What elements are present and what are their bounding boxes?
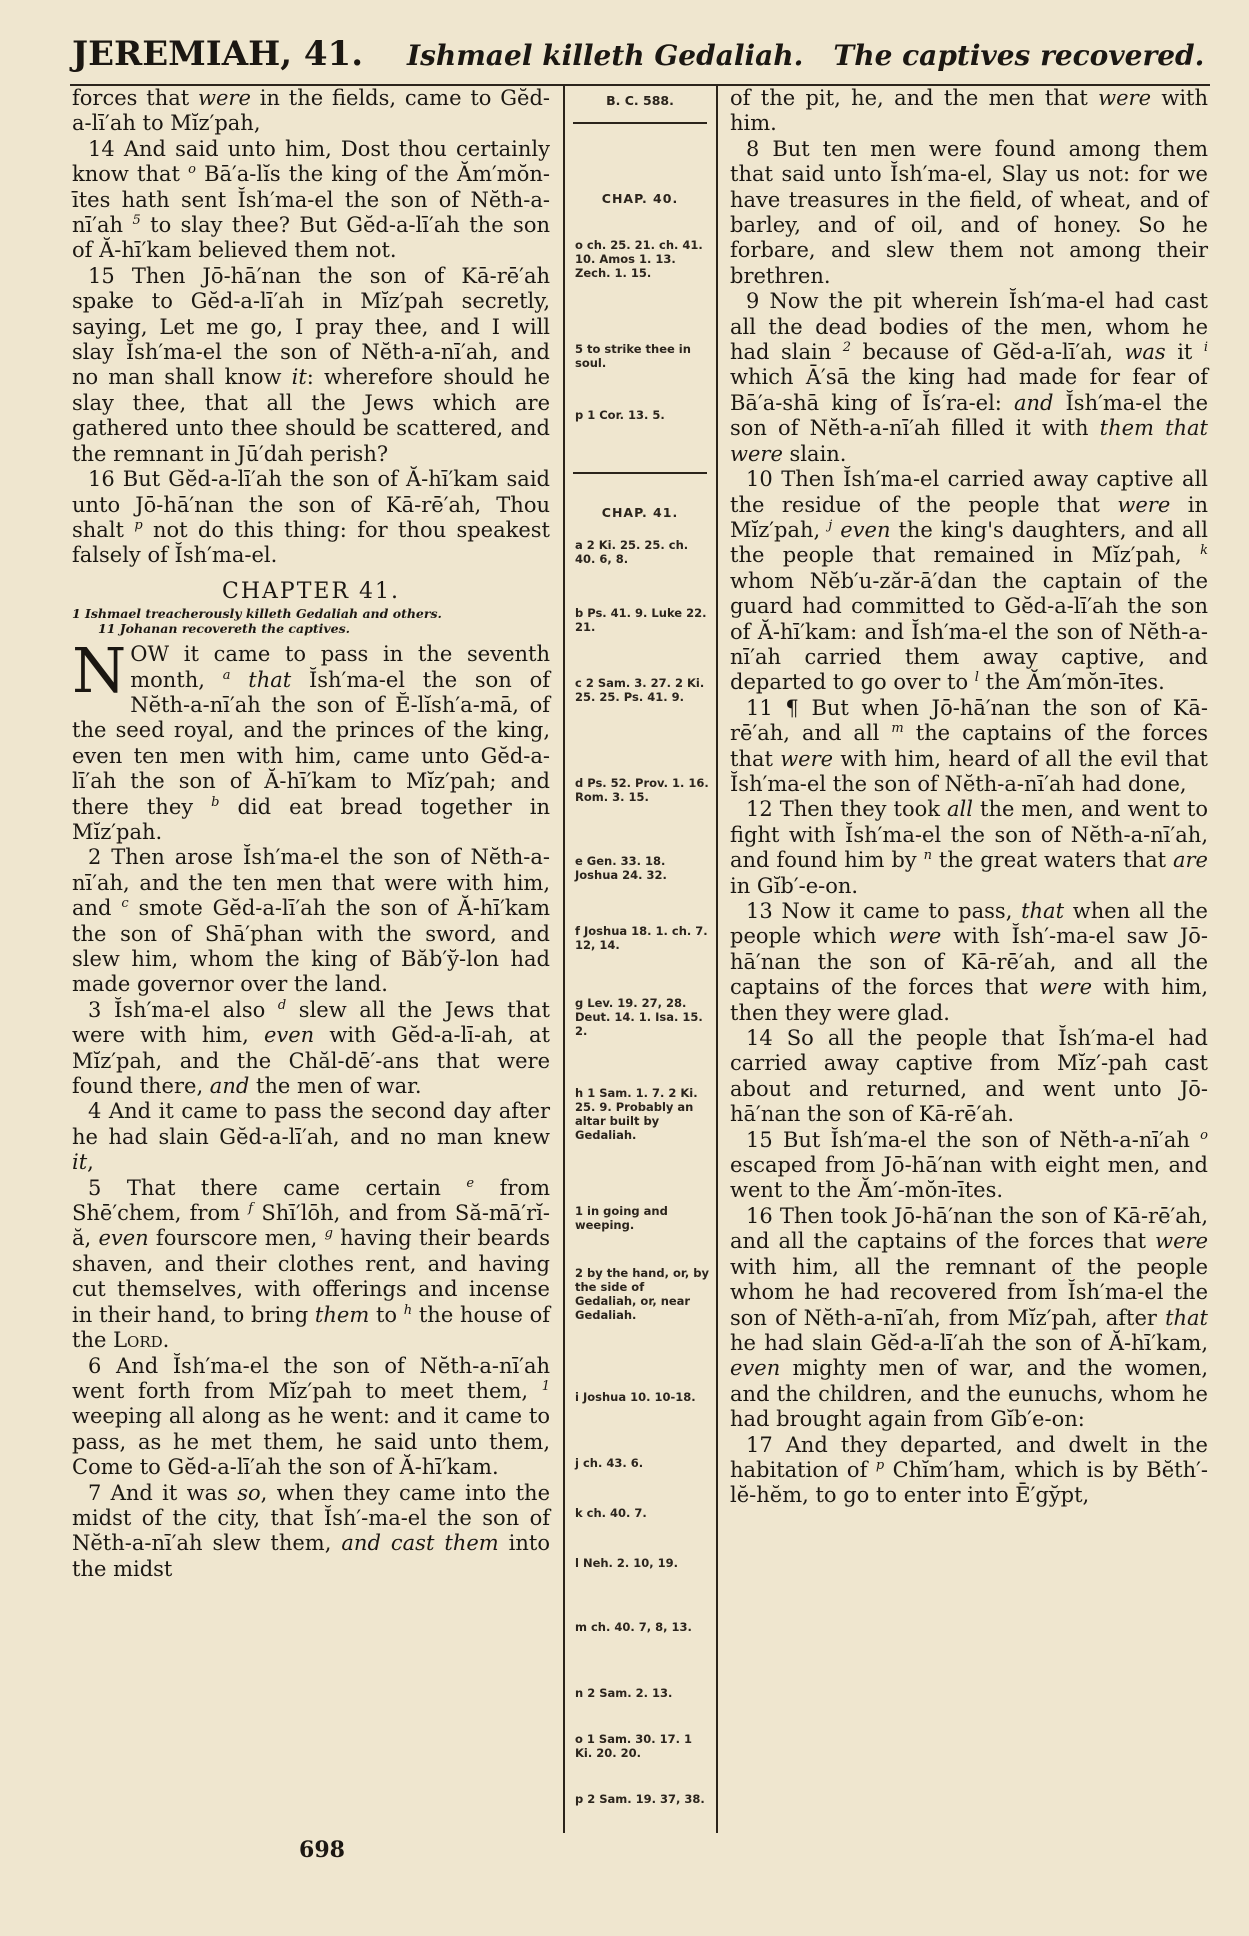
- verse-3: 3 Ĭsh′ma-el also $^d$ slew all the Jews that were with him, even with Gĕd-a-lī-ah, at Mĭz′pah, and the Chăl-dē′-ans that were found there, and the men of war.: [72, 997, 550, 1099]
- margin-chapter-41: CHAP. 41.: [601, 505, 679, 520]
- cross-ref-o: o ch. 25. 21. ch. 41. 10. Amos 1. 13. Zech. 1. 15.: [575, 238, 703, 280]
- cross-ref-c: c 2 Sam. 3. 27. 2 Ki. 25. 25. Ps. 41. 9.: [575, 676, 705, 704]
- margin-rule: [573, 122, 707, 124]
- cross-ref-d: d Ps. 52. Prov. 1. 16. Rom. 3. 15.: [575, 776, 709, 804]
- verse-9: 9 Now the pit wherein Ĭsh′ma-el had cast all the dead bodies of the men, whom he had slain $^2$ because of Gĕd-a-lī′ah, was it $^i$ which Ā′sā the king had made for fear of Bā′a-shā king of Ĭs′ra-el: and Ĭsh′ma-el the son of Nĕth-a-nī′ah filled it with them that were slain.: [730, 289, 1209, 466]
- cross-ref-f: f Joshua 18. 1. ch. 7. 12, 14.: [575, 924, 708, 952]
- cross-ref-g: g Lev. 19. 27, 28. Deut. 14. 1. Isa. 15. 2.: [575, 996, 703, 1038]
- verse-10: 10 Then Ĭsh′ma-el carried away captive all the residue of the people that were in Mĭz′pah, $^j$ even the king's daughters, and all the people that remained in Mĭz′pah, $^k$ whom Nĕb′u-zăr-ā′dan the captain of the guard had committed to Gĕd-a-lī′ah the son of Ă-hī′kam: and Ĭsh′ma-el the son of Nĕth-a-nī′ah carried them away captive, and departed to go over to $^l$ the Ăm′mŏn-ītes.: [730, 467, 1208, 695]
- verse-16: 16 But Gĕd-a-lī′ah the son of Ă-hī′kam said unto Jō-hā′nan the son of Kā-rē′ah, Thou shalt $^p$ not do this thing: for thou speakest falsely of Ĭsh′ma-el.: [72, 467, 550, 568]
- verse-1-text: OW it came to pass in the seventh month, $^a$ that Ĭsh′ma-el the son of Nĕth-a-nī′ah the son of Ĕ-lĭsh′a-mā, of the seed royal, and the princes of the king, even ten men with him, came unto Gĕd-a-lī′ah the son of Ă-hī′kam to Mĭz′pah; and there they $^b$ did eat bread together in Mĭz′pah.: [72, 642, 550, 844]
- cross-ref-j: j ch. 43. 6.: [575, 1456, 644, 1470]
- verse-12: 12 Then they took all the men, and went to fight with Ĭsh′ma-el the son of Nĕth-a-nī′ah, and found him by $^n$ the great waters that are in Gĭb′-e-on.: [730, 797, 1208, 898]
- verse-11: 11 ¶ But when Jō-hā′nan the son of Kā-rē′ah, and all $^m$ the captains of the forces that were with him, heard of all the evil that Ĭsh′ma-el the son of Nĕth-a-nī′ah had done,: [730, 695, 1209, 796]
- verse-14: 14 And said unto him, Dost thou certainly know that $^o$ Bā′a-lĭs the king of the Ăm′mŏn-ītes hath sent Ĭsh′ma-el the son of Nĕth-a-nī′ah $^5$ to slay thee? But Gĕd-a-lī′ah the son of Ă-hī′kam believed them not.: [72, 136, 550, 263]
- verse-text: forces that were in the fields, came to Gĕd-a-lī′ah to Mĭz′pah,: [72, 86, 550, 136]
- cross-ref-5: 5 to strike thee in soul.: [575, 342, 691, 370]
- cross-ref-i: i Joshua 10. 10-18.: [575, 1390, 696, 1404]
- column-divider-left: [563, 86, 565, 1833]
- cross-ref-2: 2 by the hand, or, by the side of Gedaliah, or, near Gedaliah.: [575, 1266, 709, 1322]
- page-topic-right: The captives recovered.: [833, 39, 1205, 72]
- verse-7: 7 And it was so, when they came into the midst of the city, that Ĭsh′-ma-el the son of Nĕth-a-nī′ah slew them, and cast them into the midst: [72, 1480, 551, 1581]
- cross-ref-e: e Gen. 33. 18. Joshua 24. 32.: [575, 854, 667, 882]
- book-chapter-title: JEREMIAH, 41.: [72, 34, 364, 74]
- cross-ref-o2: o 1 Sam. 30. 17. 1 Ki. 20. 20.: [575, 1732, 693, 1760]
- verse-2: 2 Then arose Ĭsh′ma-el the son of Nĕth-a-nī′ah, and the ten men that were with him, and $^c$ smote Gĕd-a-lī′ah the son of Ă-hī′kam the son of Shā′phan with the sword, and slew him, whom the king of Băb′y̆-lon had made governor over the land.: [72, 845, 550, 997]
- chapter-heading: CHAPTER 41.: [222, 578, 400, 604]
- cross-ref-p2: p 2 Sam. 19. 37, 38.: [575, 1792, 705, 1806]
- chapter-summary: [72, 606, 550, 636]
- left-text-column: [72, 86, 550, 1582]
- cross-ref-l: l Neh. 2. 10, 19.: [575, 1556, 679, 1570]
- verse-17: 17 And they departed, and dwelt in the habitation of $^p$ Chĭm′ham, which is by Bĕth′-lĕ-hĕm, to go to enter into Ē′gy̆pt,: [730, 1432, 1208, 1508]
- cross-ref-a: a 2 Ki. 25. 25. ch. 40. 6, 8.: [575, 538, 689, 566]
- cross-ref-h: h 1 Sam. 1. 7. 2 Ki. 25. 9. Probably an altar built by Gedaliah.: [575, 1086, 698, 1142]
- cross-ref-n: n 2 Sam. 2. 13.: [575, 1686, 673, 1700]
- running-head: [72, 34, 1212, 84]
- summary-line-2: 11 Johanan recovereth the captives.: [98, 621, 351, 637]
- verse-1: [72, 634, 550, 845]
- margin-rule: [573, 472, 707, 474]
- cross-ref-b: b Ps. 41. 9. Luke 22. 21.: [575, 606, 707, 634]
- cross-ref-1: 1 in going and weeping.: [575, 1204, 668, 1232]
- verse-6: 6 And Ĭsh′ma-el the son of Nĕth-a-nī′ah went forth from Mĭz′pah to meet them, $^1$ weeping all along as he went: and it came to pass, as he met them, he said unto them, Come to Gĕd-a-lī′ah the son of Ă-hī′kam.: [72, 1353, 550, 1480]
- era-date: B. C. 588.: [606, 93, 674, 108]
- cross-ref-p: p 1 Cor. 13. 5.: [575, 408, 665, 422]
- verse-5: 5 That there came certain $^e$ from Shē′chem, from $^f$ Shī′lōh, and from Să-mā′rĭ-ă, even fourscore men, $^g$ having their beards shaven, and their clothes rent, and having cut themselves, with offerings and incense in their hand, to bring them to $^h$ the house of the Lord.: [72, 1175, 551, 1353]
- cross-ref-k: k ch. 40. 7.: [575, 1506, 647, 1520]
- verse-4: 4 And it came to pass the second day after he had slain Gĕd-a-lī′ah, and no man knew it,: [72, 1099, 550, 1175]
- verse-8: 8 But ten men were found among them that said unto Ĭsh′ma-el, Slay us not: for we have treasures in the field, of wheat, and of barley, and of oil, and of honey. So he forbare, and slew them not among their brethren.: [730, 136, 1208, 288]
- margin-chapter-40: CHAP. 40.: [601, 191, 679, 206]
- right-text-column: [730, 86, 1208, 1509]
- drop-cap: N: [72, 634, 127, 708]
- verse-16: 16 Then took Jō-hā′nan the son of Kā-rē′ah, and all the captains of the forces that were with him, all the remnant of the people whom he had recovered from Ĭsh′ma-el the son of Nĕth-a-nī′ah, from Mĭz′pah, after that he had slain Gĕd-a-lī′ah the son of Ă-hī′kam, even mighty men of war, and the women, and the children, and the eunuchs, whom he had brought again from Gĭb′e-on:: [730, 1203, 1208, 1432]
- verse-14: 14 So all the people that Ĭsh′ma-el had carried away captive from Mĭz′-pah cast about and returned, and went unto Jō-hā′nan the son of Kā-rē′ah.: [730, 1026, 1208, 1127]
- page-number: 698: [299, 1837, 345, 1863]
- verse-15: 15 Then Jō-hā′nan the son of Kā-rē′ah spake to Gĕd-a-lī′ah in Mĭz′pah secretly, saying, Let me go, I pray thee, and I will slay Ĭsh′ma-el the son of Nĕth-a-nī′ah, and no man shall know it: wherefore should he slay thee, that all the Jews which are gathered unto thee should be scattered, and the remnant in Jū′dah perish?: [72, 263, 550, 466]
- verse-15: 15 But Ĭsh′ma-el the son of Nĕth-a-nī′ah $^o$ escaped from Jō-hā′nan with eight men, and went to the Ăm′-mŏn-ītes.: [730, 1127, 1208, 1203]
- column-divider-right: [716, 86, 718, 1833]
- summary-line-1: 1 Ishmael treacherously killeth Gedaliah and others.: [72, 606, 442, 622]
- page-topic-left: Ishmael killeth Gedaliah.: [407, 39, 804, 72]
- verse-13: 13 Now it came to pass, that when all the people which were with Ĭsh′-ma-el saw Jō-hā′nan the son of Kā-rē′ah, and all the captains of the forces that were with him, then they were glad.: [730, 899, 1208, 1025]
- verse-text: of the pit, he, and the men that were with him.: [730, 86, 1208, 136]
- cross-ref-m: m ch. 40. 7, 8, 13.: [575, 1620, 692, 1634]
